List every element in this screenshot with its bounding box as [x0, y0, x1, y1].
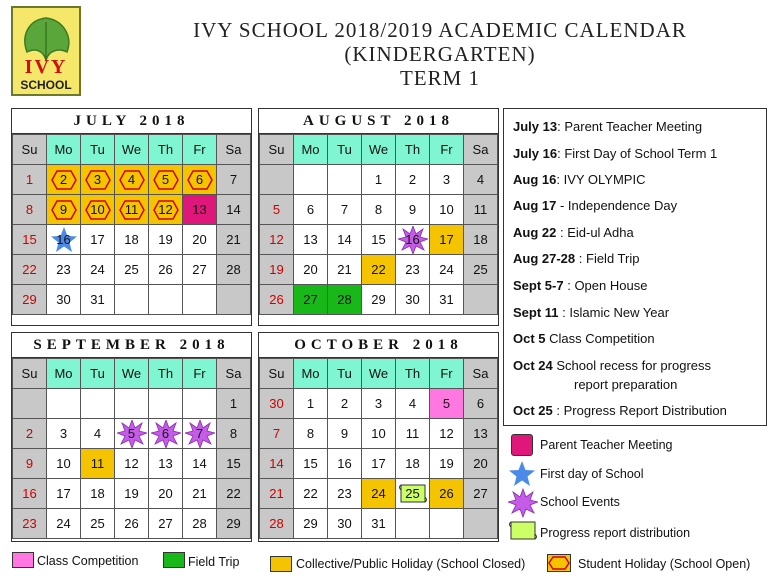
day-cell: [81, 165, 115, 195]
student-holiday-swatch: [547, 554, 571, 572]
day-number: 10: [90, 202, 105, 217]
scroll-icon: [508, 519, 538, 543]
weekday-header: We: [115, 135, 149, 165]
day-cell: [81, 389, 115, 419]
day-cell: 24: [81, 255, 115, 285]
weekday-header: Sa: [464, 135, 498, 165]
day-cell: 20: [294, 255, 328, 285]
event-date: Oct 24: [513, 358, 553, 373]
day-cell: 13: [183, 195, 217, 225]
day-cell: 20: [183, 225, 217, 255]
day-cell: 14: [260, 449, 294, 479]
day-cell: 28: [328, 285, 362, 315]
legend-holiday: Collective/Public Holiday (School Closed): [296, 557, 526, 571]
day-cell: [149, 389, 183, 419]
day-cell: 1: [217, 389, 251, 419]
weekday-header: Mo: [294, 135, 328, 165]
day-cell: [47, 225, 81, 255]
day-number: 3: [93, 172, 102, 187]
day-cell: 27: [183, 255, 217, 285]
day-cell: 3: [430, 165, 464, 195]
event-date: Aug 16: [513, 172, 557, 187]
burst-icon: [508, 488, 538, 518]
event-text: School recess for progress: [556, 358, 711, 373]
weekday-header: Th: [149, 359, 183, 389]
day-cell: 18: [115, 225, 149, 255]
logo-text-ivy: IVY: [24, 56, 68, 78]
event-text: Field Trip: [586, 251, 640, 266]
day-number: 16: [56, 232, 71, 247]
day-cell: 30: [47, 285, 81, 315]
calendar-grid: [259, 134, 498, 315]
event-item: [513, 358, 711, 373]
day-cell: 28: [183, 509, 217, 539]
day-cell: [396, 225, 430, 255]
day-cell: 30: [328, 509, 362, 539]
day-cell: 5: [430, 389, 464, 419]
event-separator: :: [556, 225, 564, 240]
day-cell: 28: [260, 509, 294, 539]
day-cell: [47, 389, 81, 419]
day-cell: 4: [396, 389, 430, 419]
day-cell: 4: [464, 165, 498, 195]
day-cell: 2: [13, 419, 47, 449]
day-cell: 21: [217, 225, 251, 255]
calendar-grid: [12, 358, 251, 539]
day-cell: [396, 509, 430, 539]
day-cell: 27: [149, 509, 183, 539]
day-cell: 5: [260, 195, 294, 225]
day-cell: [260, 165, 294, 195]
day-number: 25: [405, 486, 420, 501]
event-text: report preparation: [574, 377, 678, 392]
day-cell: 11: [81, 449, 115, 479]
event-text: Class Competition: [549, 331, 655, 346]
weekday-header: We: [362, 135, 396, 165]
day-cell: 23: [328, 479, 362, 509]
day-cell: 1: [13, 165, 47, 195]
day-cell: 10: [430, 195, 464, 225]
legend-field-trip: Field Trip: [188, 555, 240, 569]
event-item: [513, 305, 669, 320]
weekday-header: Tu: [81, 359, 115, 389]
event-text: Islamic New Year: [569, 305, 670, 320]
day-cell: [396, 479, 430, 509]
day-number: 5: [161, 172, 170, 187]
event-item: [513, 172, 645, 187]
event-date: Oct 25: [513, 403, 553, 418]
day-cell: 10: [47, 449, 81, 479]
day-cell: 16: [328, 449, 362, 479]
day-cell: [464, 509, 498, 539]
day-cell: 13: [294, 225, 328, 255]
day-number: 12: [158, 202, 173, 217]
day-cell: 17: [47, 479, 81, 509]
day-cell: 8: [217, 419, 251, 449]
event-item: [513, 331, 655, 346]
event-separator: :: [552, 403, 560, 418]
event-date: Oct 5: [513, 331, 546, 346]
event-date: July 13: [513, 119, 558, 134]
day-cell: 17: [81, 225, 115, 255]
day-cell: [149, 195, 183, 225]
weekday-header: We: [362, 359, 396, 389]
day-cell: 30: [396, 285, 430, 315]
weekday-header: Sa: [217, 359, 251, 389]
weekday-header: Fr: [430, 135, 464, 165]
ptm-swatch: [511, 434, 533, 456]
month-title: AUGUST 2018: [259, 109, 498, 134]
day-cell: 17: [430, 225, 464, 255]
day-cell: 15: [217, 449, 251, 479]
event-text: Eid-ul Adha: [567, 225, 634, 240]
month-title: OCTOBER 2018: [259, 333, 498, 358]
day-cell: [47, 195, 81, 225]
day-cell: [47, 165, 81, 195]
day-cell: 8: [13, 195, 47, 225]
weekday-header: Fr: [183, 359, 217, 389]
day-cell: 2: [396, 165, 430, 195]
weekday-header: Fr: [430, 359, 464, 389]
weekday-header: Su: [13, 359, 47, 389]
weekday-header: Mo: [294, 359, 328, 389]
day-cell: 27: [294, 285, 328, 315]
day-number: 7: [195, 426, 204, 441]
star-icon: [508, 460, 536, 488]
day-cell: 7: [217, 165, 251, 195]
day-cell: 22: [13, 255, 47, 285]
hexagon-icon: [548, 555, 570, 571]
day-cell: 19: [115, 479, 149, 509]
day-cell: 30: [260, 389, 294, 419]
day-cell: [149, 419, 183, 449]
day-cell: 9: [13, 449, 47, 479]
event-date: Aug 17: [513, 198, 557, 213]
day-cell: 24: [47, 509, 81, 539]
day-cell: 23: [13, 509, 47, 539]
day-cell: 1: [362, 165, 396, 195]
day-cell: 6: [464, 389, 498, 419]
day-cell: 23: [47, 255, 81, 285]
day-number: 5: [127, 426, 136, 441]
day-cell: [13, 389, 47, 419]
weekday-header: Tu: [328, 135, 362, 165]
event-separator: :: [557, 119, 561, 134]
day-cell: [217, 285, 251, 315]
weekday-header: Tu: [328, 359, 362, 389]
day-cell: 9: [328, 419, 362, 449]
day-cell: 16: [13, 479, 47, 509]
event-date: Sept 5-7: [513, 278, 564, 293]
day-cell: 26: [115, 509, 149, 539]
event-date: July 16: [513, 146, 558, 161]
day-cell: 31: [430, 285, 464, 315]
day-cell: 29: [217, 509, 251, 539]
event-text: Parent Teacher Meeting: [564, 119, 703, 134]
weekday-header: Mo: [47, 135, 81, 165]
day-number: 4: [127, 172, 136, 187]
month-october: [258, 332, 499, 542]
day-cell: 31: [81, 285, 115, 315]
event-separator: :: [575, 251, 583, 266]
legend-student-holiday: Student Holiday (School Open): [578, 557, 751, 571]
day-number: 9: [59, 202, 68, 217]
legend-ptm: Parent Teacher Meeting: [540, 438, 673, 452]
legend-class-competition: Class Competition: [37, 554, 139, 568]
day-cell: 22: [362, 255, 396, 285]
day-cell: 21: [328, 255, 362, 285]
weekday-header: Su: [260, 135, 294, 165]
day-cell: 19: [430, 449, 464, 479]
event-item: [513, 278, 647, 293]
logo-text-school: SCHOOL: [20, 78, 72, 92]
weekday-header: Sa: [464, 359, 498, 389]
day-cell: 13: [149, 449, 183, 479]
day-cell: 29: [362, 285, 396, 315]
day-cell: [183, 419, 217, 449]
day-number: 16: [405, 232, 420, 247]
day-cell: 14: [328, 225, 362, 255]
day-cell: [294, 165, 328, 195]
event-separator: :: [563, 278, 571, 293]
day-cell: 3: [47, 419, 81, 449]
day-cell: [328, 165, 362, 195]
weekday-header: Th: [396, 359, 430, 389]
day-cell: 26: [430, 479, 464, 509]
weekday-header: Sa: [217, 135, 251, 165]
event-text: First Day of School Term 1: [564, 146, 718, 161]
event-text: Independence Day: [567, 198, 678, 213]
day-cell: 15: [294, 449, 328, 479]
day-cell: 15: [362, 225, 396, 255]
day-cell: 25: [464, 255, 498, 285]
event-date: Sept 11: [513, 305, 559, 320]
legend-first-day: First day of School: [540, 467, 644, 481]
day-cell: 18: [396, 449, 430, 479]
day-cell: [183, 165, 217, 195]
event-text: IVY OLYMPIC: [563, 172, 646, 187]
day-cell: 7: [260, 419, 294, 449]
day-cell: 15: [13, 225, 47, 255]
day-cell: 11: [464, 195, 498, 225]
competition-swatch: [12, 552, 34, 568]
weekday-header: Tu: [81, 135, 115, 165]
day-cell: [115, 285, 149, 315]
day-cell: [464, 285, 498, 315]
day-cell: 1: [294, 389, 328, 419]
day-cell: 14: [183, 449, 217, 479]
month-title: JULY 2018: [12, 109, 251, 134]
day-cell: 3: [362, 389, 396, 419]
day-cell: 29: [294, 509, 328, 539]
event-item: [513, 119, 702, 134]
title-line-1: IVY SCHOOL 2018/2019 ACADEMIC CALENDAR: [193, 18, 687, 42]
day-cell: 22: [294, 479, 328, 509]
day-cell: 19: [149, 225, 183, 255]
day-cell: 26: [260, 285, 294, 315]
event-date: Aug 22: [513, 225, 557, 240]
event-item: [513, 225, 634, 240]
day-cell: 12: [430, 419, 464, 449]
day-cell: 7: [328, 195, 362, 225]
month-july: [11, 108, 252, 326]
day-cell: [149, 285, 183, 315]
day-cell: [183, 389, 217, 419]
legend-school-events: School Events: [540, 495, 620, 509]
day-cell: 8: [362, 195, 396, 225]
weekday-header: Fr: [183, 135, 217, 165]
day-cell: 19: [260, 255, 294, 285]
day-cell: 8: [294, 419, 328, 449]
day-cell: 14: [217, 195, 251, 225]
day-cell: [183, 285, 217, 315]
events-list: [503, 108, 767, 426]
calendar-grid: [259, 358, 498, 539]
calendar-grid: [12, 134, 251, 315]
day-cell: [115, 195, 149, 225]
day-cell: 17: [362, 449, 396, 479]
day-cell: 2: [328, 389, 362, 419]
day-number: 2: [59, 172, 68, 187]
day-cell: 9: [396, 195, 430, 225]
day-cell: [115, 165, 149, 195]
day-cell: 24: [430, 255, 464, 285]
day-number: 6: [161, 426, 170, 441]
day-cell: [115, 419, 149, 449]
title-line-3: TERM 1: [399, 66, 481, 90]
day-number: 11: [124, 202, 139, 217]
weekday-header: Su: [260, 359, 294, 389]
event-item: [513, 198, 677, 213]
day-cell: 11: [396, 419, 430, 449]
school-logo: [11, 6, 81, 96]
day-cell: 24: [362, 479, 396, 509]
legend-progress: Progress report distribution: [540, 526, 691, 540]
day-cell: 12: [115, 449, 149, 479]
weekday-header: We: [115, 359, 149, 389]
event-separator: :: [557, 146, 561, 161]
event-item: [574, 377, 677, 392]
weekday-header: Su: [13, 135, 47, 165]
day-cell: 28: [217, 255, 251, 285]
day-cell: 20: [149, 479, 183, 509]
day-cell: [81, 195, 115, 225]
day-cell: 31: [362, 509, 396, 539]
month-september: [11, 332, 252, 542]
title-line-2: (KINDERGARTEN): [344, 42, 536, 66]
day-cell: 18: [464, 225, 498, 255]
day-cell: 22: [217, 479, 251, 509]
day-cell: 10: [362, 419, 396, 449]
day-cell: 12: [260, 225, 294, 255]
event-item: [513, 403, 727, 418]
weekday-header: Th: [396, 135, 430, 165]
day-cell: 4: [81, 419, 115, 449]
day-cell: [115, 389, 149, 419]
event-text: Progress Report Distribution: [563, 403, 727, 418]
day-cell: 20: [464, 449, 498, 479]
event-date: Aug 27-28: [513, 251, 576, 266]
event-separator: :: [556, 172, 560, 187]
event-separator: :: [558, 305, 566, 320]
day-cell: 25: [81, 509, 115, 539]
event-item: [513, 146, 717, 161]
month-title: SEPTEMBER 2018: [12, 333, 251, 358]
day-cell: 21: [260, 479, 294, 509]
day-cell: 13: [464, 419, 498, 449]
weekday-header: Mo: [47, 359, 81, 389]
event-text: Open House: [574, 278, 648, 293]
day-cell: [430, 509, 464, 539]
holiday-swatch: [270, 556, 292, 572]
day-cell: 21: [183, 479, 217, 509]
field-trip-swatch: [163, 552, 185, 568]
weekday-header: Th: [149, 135, 183, 165]
day-number: 6: [195, 172, 204, 187]
month-august: [258, 108, 499, 326]
day-cell: 23: [396, 255, 430, 285]
day-cell: [149, 165, 183, 195]
day-cell: 25: [115, 255, 149, 285]
event-item: [513, 251, 639, 266]
day-cell: 26: [149, 255, 183, 285]
day-cell: 27: [464, 479, 498, 509]
day-cell: 6: [294, 195, 328, 225]
day-cell: 29: [13, 285, 47, 315]
event-separator: -: [556, 198, 565, 213]
day-cell: 18: [81, 479, 115, 509]
